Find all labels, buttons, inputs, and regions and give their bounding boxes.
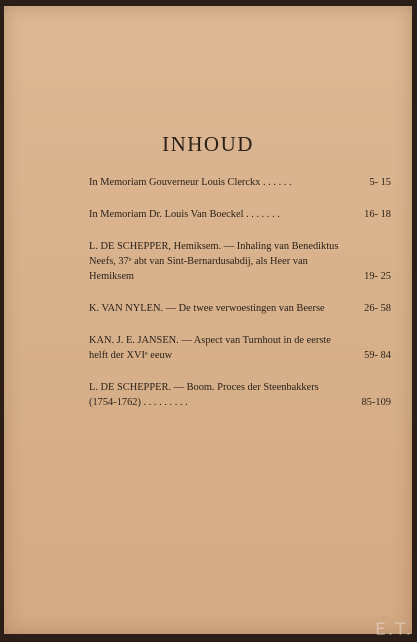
toc-entry-pages: 16- 18 (364, 209, 391, 220)
toc-entry (89, 333, 391, 363)
toc-entry-text: In Memoriam Dr. Louis Van Boeckel . . . . . . . (89, 209, 280, 220)
toc-entry-pages: 59- 84 (364, 350, 391, 361)
toc-entry-pages: 5- 15 (369, 177, 391, 188)
toc-entry-pages: 19- 25 (364, 271, 391, 282)
watermark: E.T. (375, 620, 413, 640)
book-page (4, 6, 412, 634)
toc-entry (89, 239, 391, 284)
toc-entry-text: L. DE SCHEPPER, Hemiksem. — Inhaling van Benediktus Neefs, 37ᵉ abt van Sint-Bernardusabdij, als Heer van Hemiksem (89, 241, 339, 282)
toc-entry-pages: 26- 58 (364, 303, 391, 314)
toc-entry-text: K. VAN NYLEN. — De twee verwoestingen van Beerse (89, 303, 325, 314)
toc-entry (89, 380, 391, 410)
toc-entry-text: KAN. J. E. JANSEN. — Aspect van Turnhout in de eerste helft der XVIᵉ eeuw (89, 335, 331, 361)
toc-entry (89, 207, 391, 222)
toc-entry-pages: 85-109 (361, 397, 391, 408)
toc-entry (89, 301, 391, 316)
table-of-contents (89, 175, 391, 427)
toc-entry-text: In Memoriam Gouverneur Louis Clerckx . . . . . . (89, 177, 292, 188)
page-title: INHOUD (162, 132, 254, 156)
toc-entry (89, 175, 391, 190)
toc-entry-text: L. DE SCHEPPER. — Boom. Proces der Steenbakkers (1754-1762) . . . . . . . . . (89, 382, 319, 408)
